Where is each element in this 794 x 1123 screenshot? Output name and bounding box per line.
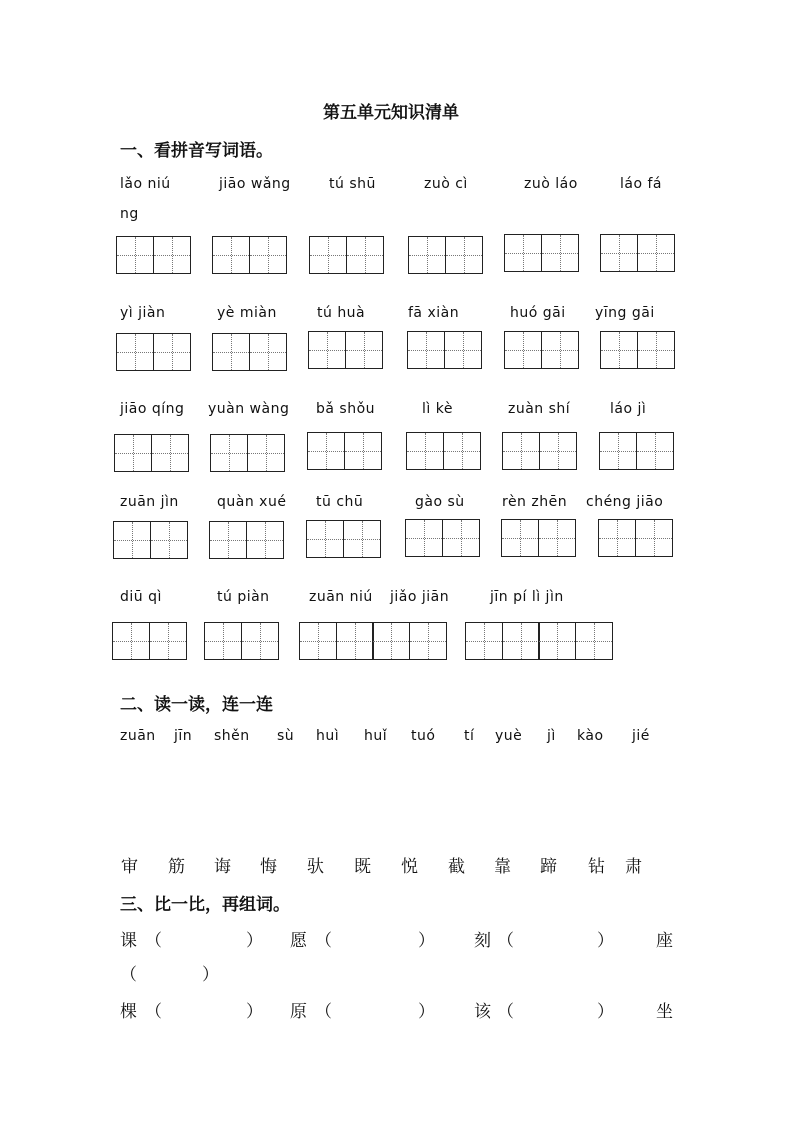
compare-char: 刻 bbox=[474, 931, 491, 951]
answer-blank[interactable] bbox=[140, 960, 200, 982]
match-pinyin[interactable]: yuè bbox=[495, 728, 523, 744]
match-hanzi[interactable]: 悦 bbox=[401, 857, 418, 877]
writing-grid[interactable] bbox=[309, 236, 384, 274]
section-1-heading: 一、看拼音写词语。 bbox=[120, 141, 273, 161]
open-paren: （ bbox=[145, 1002, 162, 1022]
compare-char: 座 bbox=[656, 931, 673, 951]
open-paren: （ bbox=[497, 931, 514, 951]
compare-char: 课 bbox=[120, 931, 137, 951]
answer-blank[interactable] bbox=[335, 926, 415, 948]
compare-char: 棵 bbox=[120, 1002, 137, 1022]
compare-char: 原 bbox=[290, 1002, 307, 1022]
pinyin-item: zuān niú bbox=[309, 589, 373, 605]
close-paren: ） bbox=[418, 1002, 435, 1022]
close-paren: ） bbox=[202, 965, 219, 985]
writing-grid[interactable] bbox=[204, 622, 279, 660]
open-paren: （ bbox=[315, 931, 332, 951]
compare-char: 坐 bbox=[656, 1002, 673, 1022]
pinyin-item: zuò cì bbox=[424, 176, 468, 192]
match-pinyin[interactable]: huì bbox=[316, 728, 340, 744]
match-pinyin[interactable]: tí bbox=[464, 728, 475, 744]
answer-blank[interactable] bbox=[165, 926, 243, 948]
match-pinyin[interactable]: tuó bbox=[411, 728, 436, 744]
pinyin-item: jiāo wǎng bbox=[219, 176, 291, 192]
pinyin-item: zuò láo bbox=[524, 176, 578, 192]
pinyin-item: fā xiàn bbox=[408, 305, 460, 321]
pinyin-item: rèn zhēn bbox=[502, 494, 568, 510]
pinyin-item: jīn pí lì jìn bbox=[490, 589, 564, 605]
close-paren: ） bbox=[246, 931, 263, 951]
pinyin-item: bǎ shǒu bbox=[316, 401, 376, 417]
pinyin-item: láo jì bbox=[610, 401, 647, 417]
writing-grid[interactable] bbox=[116, 333, 191, 371]
writing-grid[interactable] bbox=[299, 622, 447, 660]
pinyin-item: tú huà bbox=[317, 305, 366, 321]
writing-grid[interactable] bbox=[504, 331, 579, 369]
pinyin-item: huó gāi bbox=[510, 305, 566, 321]
section-3-heading: 三、比一比，再组词。 bbox=[120, 895, 290, 915]
pinyin-item: chéng jiāo bbox=[586, 494, 664, 510]
pinyin-item: tū chū bbox=[316, 494, 364, 510]
pinyin-wrap: ng bbox=[120, 206, 139, 222]
pinyin-item: láo fá bbox=[620, 176, 662, 192]
open-paren: （ bbox=[315, 1002, 332, 1022]
match-pinyin[interactable]: sù bbox=[277, 728, 295, 744]
answer-blank[interactable] bbox=[165, 997, 243, 1019]
page-title: 第五单元知识清单 bbox=[323, 103, 459, 123]
writing-grid[interactable] bbox=[465, 622, 613, 660]
pinyin-item: zuàn shí bbox=[508, 401, 571, 417]
compare-char: 愿 bbox=[290, 931, 307, 951]
answer-blank[interactable] bbox=[335, 997, 415, 1019]
pinyin-item: jiāo qíng bbox=[120, 401, 185, 417]
writing-grid[interactable] bbox=[114, 434, 189, 472]
writing-grid[interactable] bbox=[599, 432, 674, 470]
pinyin-item: diū qì bbox=[120, 589, 162, 605]
writing-grid[interactable] bbox=[307, 432, 382, 470]
writing-grid[interactable] bbox=[405, 519, 480, 557]
match-pinyin[interactable]: zuān bbox=[120, 728, 156, 744]
match-hanzi[interactable]: 钻 bbox=[588, 857, 605, 877]
close-paren: ） bbox=[597, 931, 614, 951]
writing-grid[interactable] bbox=[308, 331, 383, 369]
pinyin-item: yuàn wàng bbox=[208, 401, 290, 417]
writing-grid[interactable] bbox=[212, 333, 287, 371]
writing-grid[interactable] bbox=[210, 434, 285, 472]
writing-grid[interactable] bbox=[407, 331, 482, 369]
match-pinyin[interactable]: shěn bbox=[214, 728, 250, 744]
answer-blank[interactable] bbox=[517, 997, 595, 1019]
pinyin-item: tú piàn bbox=[217, 589, 270, 605]
match-hanzi[interactable]: 蹄 bbox=[540, 857, 557, 877]
writing-grid[interactable] bbox=[600, 331, 675, 369]
writing-grid[interactable] bbox=[504, 234, 579, 272]
writing-grid[interactable] bbox=[212, 236, 287, 274]
close-paren: ） bbox=[246, 1002, 263, 1022]
pinyin-item: jiǎo jiān bbox=[390, 589, 450, 605]
compare-char: 该 bbox=[474, 1002, 491, 1022]
match-hanzi[interactable]: 审 bbox=[121, 857, 138, 877]
writing-grid[interactable] bbox=[209, 521, 284, 559]
pinyin-item: quàn xué bbox=[217, 494, 287, 510]
pinyin-item: gào sù bbox=[415, 494, 465, 510]
match-pinyin[interactable]: jīn bbox=[174, 728, 193, 744]
match-pinyin[interactable]: huǐ bbox=[364, 728, 388, 744]
writing-grid[interactable] bbox=[116, 236, 191, 274]
writing-grid[interactable] bbox=[598, 519, 673, 557]
match-hanzi[interactable]: 筋 bbox=[168, 857, 185, 877]
writing-grid[interactable] bbox=[502, 432, 577, 470]
close-paren: ） bbox=[597, 1002, 614, 1022]
writing-grid[interactable] bbox=[306, 520, 381, 558]
pinyin-item: zuān jìn bbox=[120, 494, 179, 510]
writing-grid[interactable] bbox=[113, 521, 188, 559]
match-hanzi[interactable]: 诲 bbox=[214, 857, 231, 877]
pinyin-item: yè miàn bbox=[217, 305, 277, 321]
match-pinyin[interactable]: kào bbox=[577, 728, 604, 744]
match-pinyin[interactable]: jié bbox=[632, 728, 650, 744]
pinyin-item: lǎo niú bbox=[120, 176, 171, 192]
writing-grid[interactable] bbox=[112, 622, 187, 660]
writing-grid[interactable] bbox=[501, 519, 576, 557]
open-paren: （ bbox=[145, 931, 162, 951]
section-2-heading: 二、读一读，连一连 bbox=[120, 695, 273, 715]
pinyin-item: lì kè bbox=[422, 401, 453, 417]
answer-blank[interactable] bbox=[517, 926, 595, 948]
match-hanzi[interactable]: 驮 bbox=[307, 857, 324, 877]
close-paren: ） bbox=[418, 931, 435, 951]
pinyin-item: tú shū bbox=[329, 176, 376, 192]
match-hanzi[interactable]: 肃 bbox=[625, 857, 642, 877]
match-hanzi[interactable]: 悔 bbox=[260, 857, 277, 877]
open-paren: （ bbox=[120, 965, 137, 985]
match-hanzi[interactable]: 既 bbox=[354, 857, 371, 877]
pinyin-item: yīng gāi bbox=[595, 305, 655, 321]
match-hanzi[interactable]: 截 bbox=[448, 857, 465, 877]
writing-grid[interactable] bbox=[600, 234, 675, 272]
writing-grid[interactable] bbox=[406, 432, 481, 470]
match-hanzi[interactable]: 靠 bbox=[494, 857, 511, 877]
match-pinyin[interactable]: jì bbox=[547, 728, 556, 744]
writing-grid[interactable] bbox=[408, 236, 483, 274]
pinyin-item: yì jiàn bbox=[120, 305, 166, 321]
open-paren: （ bbox=[497, 1002, 514, 1022]
